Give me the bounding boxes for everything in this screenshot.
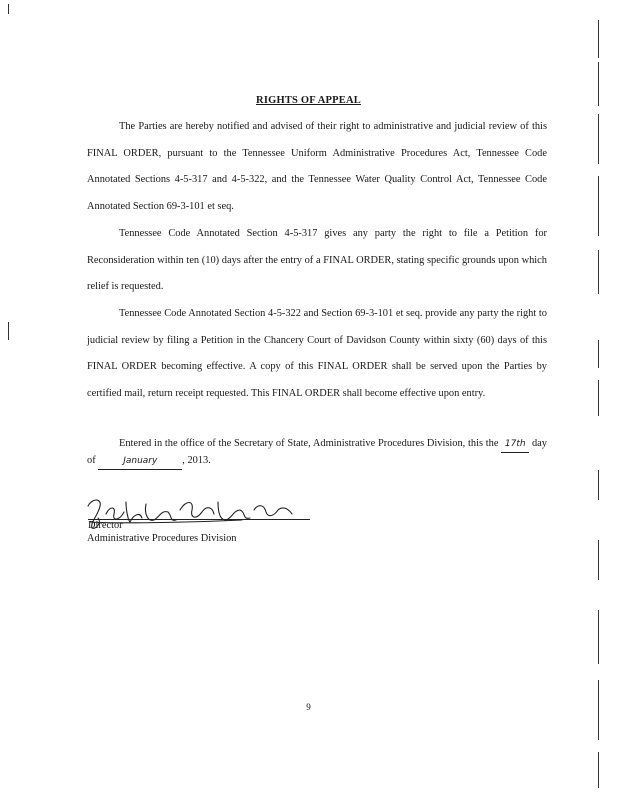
scan-edge-mark: [598, 540, 599, 580]
scan-edge-mark: [598, 470, 599, 500]
entered-year: , 2013.: [182, 455, 211, 466]
entered-month: January: [98, 454, 182, 470]
scan-edge-mark: [598, 752, 599, 788]
entered-text-before: Entered in the office of the Secretary of State, Administrative Procedures Division, this the: [119, 438, 499, 449]
entered-day: 17th: [501, 437, 529, 453]
scan-edge-mark: [598, 340, 599, 368]
paragraph-notice: The Parties are hereby notified and advised of their right to administrative and judicial review of this FINAL ORDER, pursuant to the Tennessee Uniform Administrative Procedures Act, Tennessee Code Annotated Sections 4-5-317 and 4-5-322, and the Tennessee Water Quality Control Act, Tennessee Code Annotated Section 69-3-101 et seq.: [87, 121, 547, 212]
entered-statement: [87, 436, 547, 470]
scan-edge-mark: [598, 62, 599, 106]
heading-rights-of-appeal: RIGHTS OF APPEAL: [256, 95, 361, 106]
scan-edge-mark: [598, 250, 599, 294]
paragraph-reconsideration: Tennessee Code Annotated Section 4-5-317 gives any party the right to file a Petition for Reconsideration within ten (10) days after the entry of a FINAL ORDER, stating specific grounds upon which relief is requested.: [87, 228, 547, 293]
entered-text-mid: day of: [87, 438, 547, 466]
page-number: 9: [306, 702, 311, 712]
scan-edge-mark: [598, 114, 599, 164]
scan-edge-mark: [598, 380, 599, 416]
scan-edge-mark: [598, 680, 599, 740]
signer-division: Administrative Procedures Division: [87, 533, 237, 544]
scan-edge-mark: [598, 610, 599, 664]
scan-edge-mark: [8, 322, 9, 340]
scan-edge-mark: [8, 4, 9, 14]
scan-edge-mark: [598, 20, 599, 58]
signer-title: Director: [88, 520, 123, 531]
scan-edge-mark: [598, 176, 599, 236]
paragraph-judicial-review: Tennessee Code Annotated Section 4-5-322 and Section 69-3-101 et seq. provide any party the right to judicial review by filing a Petition in the Chancery Court of Davidson County within sixty (60) days of this FINAL ORDER becoming effective. A copy of this FINAL ORDER shall be served upon the Parties by certified mail, return receipt requested. This FINAL ORDER shall become effective upon entry.: [87, 308, 547, 399]
